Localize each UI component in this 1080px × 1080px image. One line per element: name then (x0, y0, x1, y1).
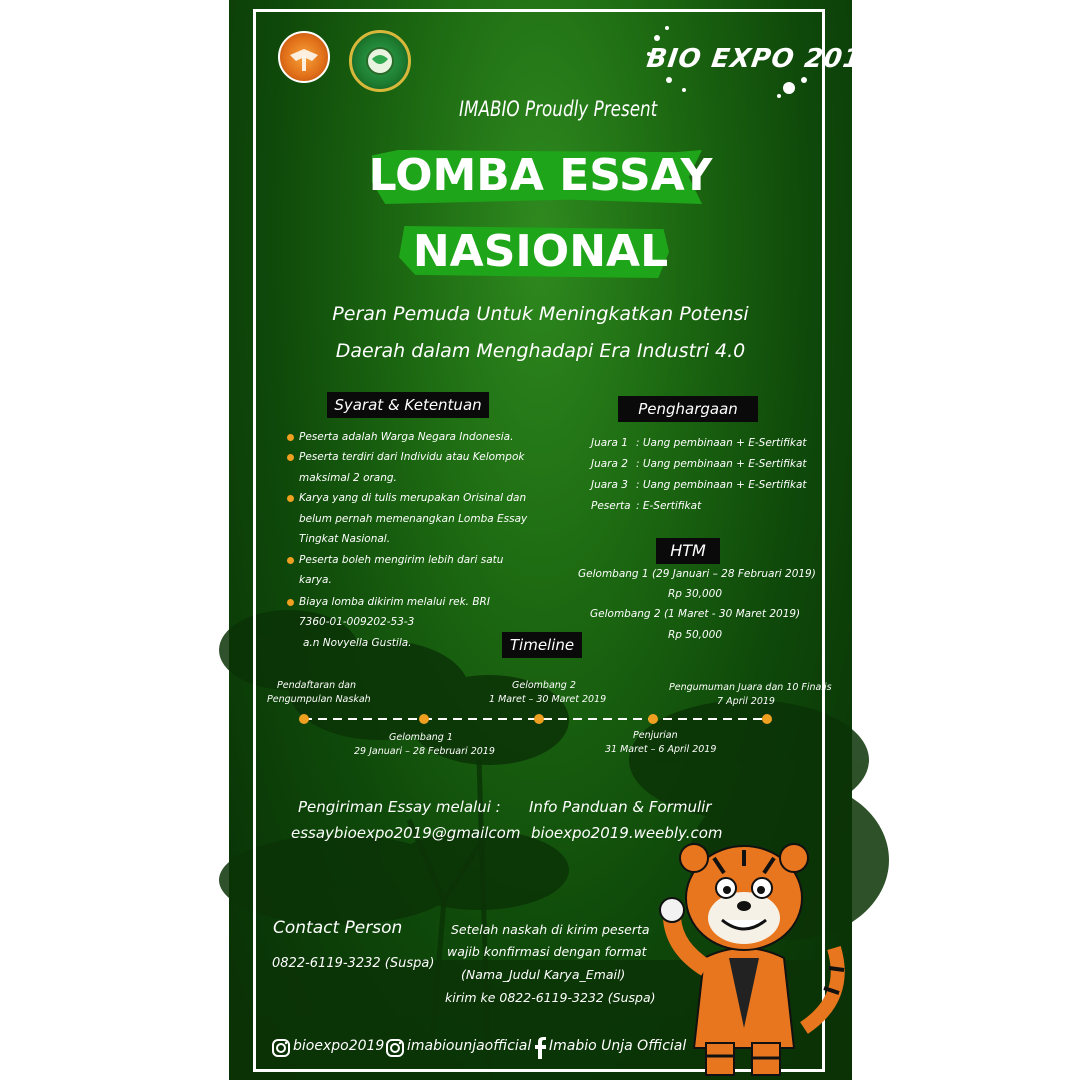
title-line-1: LOMBA ESSAY (368, 150, 713, 201)
title-line-2: NASIONAL (412, 226, 669, 277)
htm-price-2: Rp 50,000 (668, 629, 723, 641)
submission-email: essaybioexpo2019@gmailcom (291, 824, 521, 842)
prize-desc: : Uang pembinaan + E-Sertifikat (636, 479, 807, 491)
prize-rank: Juara 2 (591, 458, 628, 470)
timeline-heading: Timeline (502, 632, 582, 658)
info-site: bioexpo2019.weebly.com (531, 824, 723, 842)
syarat-line: Biaya lomba dikirim melalui rek. BRI (299, 596, 490, 608)
tl-penjurian: Penjurian (633, 730, 678, 741)
presenter-text: IMABIO Proudly Present (459, 97, 658, 121)
prize-desc: : Uang pembinaan + E-Sertifikat (636, 437, 807, 449)
prize-desc: : E-Sertifikat (636, 500, 702, 512)
tl-gelombang-2: 1 Maret – 30 Maret 2019 (489, 694, 607, 705)
info-heading: Info Panduan & Formulir (529, 798, 712, 816)
syarat-line: karya. (299, 574, 332, 586)
syarat-line: maksimal 2 orang. (299, 472, 397, 484)
tl-gelombang-1: 29 Januari – 28 Februari 2019 (354, 746, 495, 757)
htm-wave-1: Gelombang 1 (29 Januari – 28 Februari 2019) (578, 568, 816, 580)
timeline-dot (762, 714, 772, 724)
tl-pendaftaran: Pendaftaran dan (277, 680, 356, 691)
facebook-icon (532, 1037, 548, 1059)
syarat-line: Peserta terdiri dari Individu atau Kelompok (299, 451, 525, 463)
instagram-icon (385, 1038, 405, 1058)
timeline-dot (299, 714, 309, 724)
syarat-line: 7360-01-009202-53-3 (299, 616, 415, 628)
theme-line-1: Peran Pemuda Untuk Meningkatkan Potensi (332, 303, 749, 325)
confirm-line: Setelah naskah di kirim peserta (451, 922, 650, 937)
prize-desc: : Uang pembinaan + E-Sertifikat (636, 458, 807, 470)
confirm-line: kirim ke 0822-6119-3232 (Suspa) (445, 990, 656, 1005)
timeline-dot (419, 714, 429, 724)
syarat-line: belum pernah memenangkan Lomba Essay (299, 513, 528, 525)
contact-phone: 0822-6119-3232 (Suspa) (272, 956, 435, 971)
social-ig-1[interactable]: bioexpo2019 (293, 1038, 385, 1054)
syarat-line: Karya yang di tulis merupakan Orisinal dan (299, 492, 527, 504)
theme-line-2: Daerah dalam Menghadapi Era Industri 4.0 (335, 340, 746, 362)
syarat-heading: Syarat & Ketentuan (327, 392, 489, 418)
confirm-line: (Nama_Judul Karya_Email) (461, 967, 626, 982)
prize-rank: Juara 3 (591, 479, 628, 491)
timeline-dot (534, 714, 544, 724)
prize-rank: Peserta (591, 500, 631, 512)
syarat-line: a.n Novyella Gustila. (303, 637, 412, 649)
tl-pengumuman: Pengumuman Juara dan 10 Finalis (669, 682, 832, 693)
tl-penjurian: 31 Maret – 6 April 2019 (605, 744, 717, 755)
poster (229, 0, 884, 1080)
instagram-icon (271, 1038, 291, 1058)
penghargaan-heading: Penghargaan (618, 396, 758, 422)
syarat-line: Peserta adalah Warga Negara Indonesia. (299, 431, 514, 443)
social-fb[interactable]: Imabio Unja Official (549, 1038, 687, 1054)
contact-heading: Contact Person (273, 918, 403, 938)
event-name: BIO EXPO 2019 (644, 44, 884, 74)
submission-heading: Pengiriman Essay melalui : (298, 798, 501, 816)
htm-price-1: Rp 30,000 (668, 588, 723, 600)
social-ig-2[interactable]: imabiounjaofficial (407, 1038, 532, 1054)
timeline-dot (648, 714, 658, 724)
tl-gelombang-1: Gelombang 1 (389, 732, 453, 743)
confirm-line: wajib konfirmasi dengan format (447, 944, 647, 959)
htm-heading: HTM (656, 538, 720, 564)
syarat-line: Tingkat Nasional. (299, 533, 391, 545)
tl-gelombang-2: Gelombang 2 (512, 680, 576, 691)
htm-wave-2: Gelombang 2 (1 Maret - 30 Maret 2019) (590, 608, 801, 620)
syarat-line: Peserta boleh mengirim lebih dari satu (299, 554, 504, 566)
prize-rank: Juara 1 (591, 437, 628, 449)
tl-pengumuman: 7 April 2019 (717, 696, 775, 707)
tl-pendaftaran: Pengumpulan Naskah (267, 694, 371, 705)
